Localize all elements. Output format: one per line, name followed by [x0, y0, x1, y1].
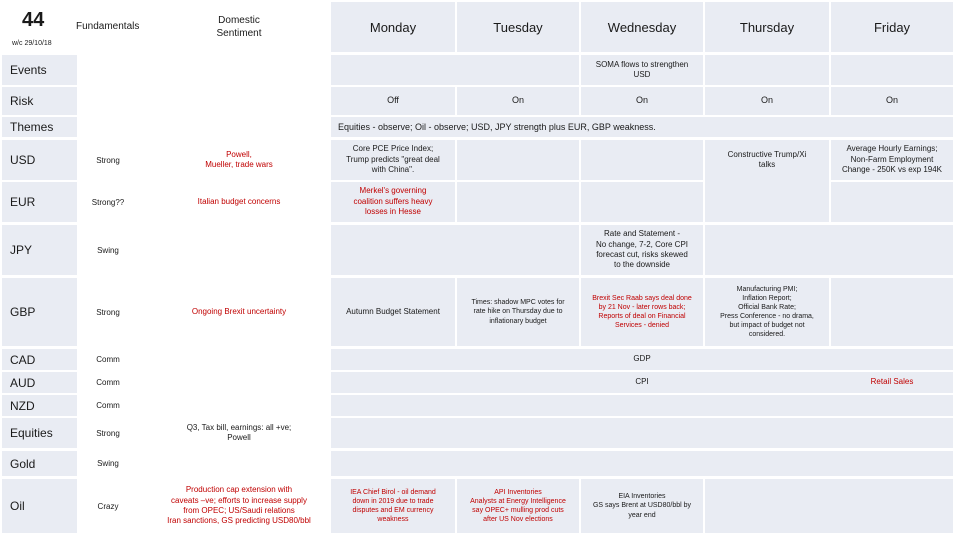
events-thursday: [705, 55, 829, 85]
jpy-monday-tuesday-cell: [331, 225, 579, 275]
equities-label: Equities: [10, 426, 53, 440]
aud-label: AUD: [10, 375, 36, 390]
nzd-label: NZD: [10, 398, 35, 413]
gold-week-cell: [331, 451, 953, 476]
usd-thursday: Constructive Trump/Xi talks: [727, 149, 807, 169]
usd-sentiment: Powell, Mueller, trade wars: [205, 149, 273, 169]
gbp-tuesday: Times: shadow MPC votes for rate hike on Thursday due to inflationary budget: [471, 299, 565, 325]
aud-wednesday: CPI: [635, 377, 649, 387]
aud-friday: Retail Sales: [870, 377, 914, 387]
usd-friday: Average Hourly Earnings; Non-Farm Employment Change - 250K vs exp 194K: [841, 144, 943, 175]
eur-friday-cell: [831, 182, 953, 222]
events-label: Events: [10, 63, 47, 77]
gbp-stance: Strong: [96, 307, 120, 317]
gbp-monday: Autumn Budget Statement: [346, 306, 440, 316]
tuesday-header: Tuesday: [493, 19, 543, 35]
events-wednesday-text: SOMA flows to strengthen USD: [595, 59, 689, 79]
week-commencing: w/c 29/10/18: [12, 40, 52, 47]
eur-sentiment: Italian budget concerns: [197, 196, 281, 206]
oil-tuesday: API Inventories Analysts at Energy Intelligence say OPEC+ mulling prod cuts after US Nov elections: [470, 488, 566, 524]
week-number: 44: [22, 9, 45, 31]
usd-stance: Strong: [96, 155, 120, 165]
oil-label: Oil: [10, 499, 25, 513]
cad-label: CAD: [10, 352, 36, 367]
gold-stance: Swing: [97, 459, 119, 468]
equities-stance: Strong: [96, 428, 120, 438]
cad-stance: Comm: [96, 355, 120, 364]
risk-wednesday: On: [635, 95, 648, 106]
usd-label: USD: [10, 153, 36, 167]
cad-wednesday: GDP: [633, 354, 651, 364]
friday-header: Friday: [873, 19, 911, 35]
wednesday-header: Wednesday: [607, 19, 677, 35]
jpy-wednesday: Rate and Statement - No change, 7-2, Core CPI forecast cut, risks skewed to the downside: [595, 229, 689, 270]
events-friday: [831, 55, 953, 85]
jpy-thursday-friday-cell: [705, 225, 953, 275]
oil-thursday-friday-cell: [705, 479, 953, 533]
gbp-thursday: Manufacturing PMI; Inflation Report; Official Bank Rate; Press Conference - no drama, but impact of budget not considered.: [720, 285, 814, 339]
gold-label: Gold: [10, 456, 36, 471]
thursday-header: Thursday: [739, 19, 795, 35]
events-monday-tuesday: [331, 55, 579, 85]
risk-monday: Off: [387, 95, 399, 106]
oil-stance: Crazy: [97, 501, 119, 511]
aud-stance: Comm: [96, 378, 120, 387]
risk-friday: On: [885, 95, 898, 106]
nzd-stance: Comm: [96, 401, 120, 410]
risk-thursday: On: [760, 95, 773, 106]
gbp-wednesday: Brexit Sec Raab says deal done by 21 Nov - later rows back; Reports of deal on Financial Services - denied: [592, 294, 692, 330]
gbp-sentiment: Ongoing Brexit uncertainty: [191, 306, 287, 316]
risk-tuesday: On: [511, 95, 524, 106]
gbp-label: GBP: [10, 305, 36, 319]
eur-stance: Strong??: [91, 197, 125, 207]
usd-monday: Core PCE Price Index; Trump predicts "great deal with China".: [346, 144, 440, 175]
monday-header: Monday: [369, 19, 417, 35]
fundamentals-header: Fundamentals: [76, 21, 140, 32]
eur-label: EUR: [10, 195, 36, 209]
equities-sentiment: Q3, Tax bill, earnings: all +ve; Powell: [186, 422, 292, 442]
gbp-friday-cell: [831, 278, 953, 346]
jpy-label: JPY: [10, 243, 33, 257]
oil-monday: IEA Chief Birol - oil demand down in 2019 due to trade disputes and EM currency weakness: [350, 488, 436, 524]
equities-week-cell: [331, 418, 953, 448]
eur-monday: Merkel's governing coalition suffers heavy losses in Hesse: [353, 186, 433, 217]
risk-label: Risk: [10, 94, 34, 108]
domestic-sentiment-header: Domestic Sentiment: [216, 15, 262, 39]
eur-wednesday-cell: [581, 182, 703, 222]
themes-text: Equities - observe; Oil - observe; USD, JPY strength plus EUR, GBP weakness.: [338, 122, 656, 132]
themes-label: Themes: [10, 120, 54, 134]
eur-tuesday-cell: [457, 182, 579, 222]
nzd-week-cell: [331, 395, 953, 416]
usd-tuesday-cell: [457, 140, 579, 180]
oil-sentiment: Production cap extension with caveats –ve; efforts to increase supply from OPEC; US/Saudi relations Iran sanctions, GS predicting USD80/bbl: [167, 485, 311, 526]
oil-wednesday: EIA Inventories GS says Brent at USD80/bbl by year end: [592, 493, 692, 519]
usd-wednesday-cell: [581, 140, 703, 180]
jpy-stance: Swing: [97, 245, 119, 255]
